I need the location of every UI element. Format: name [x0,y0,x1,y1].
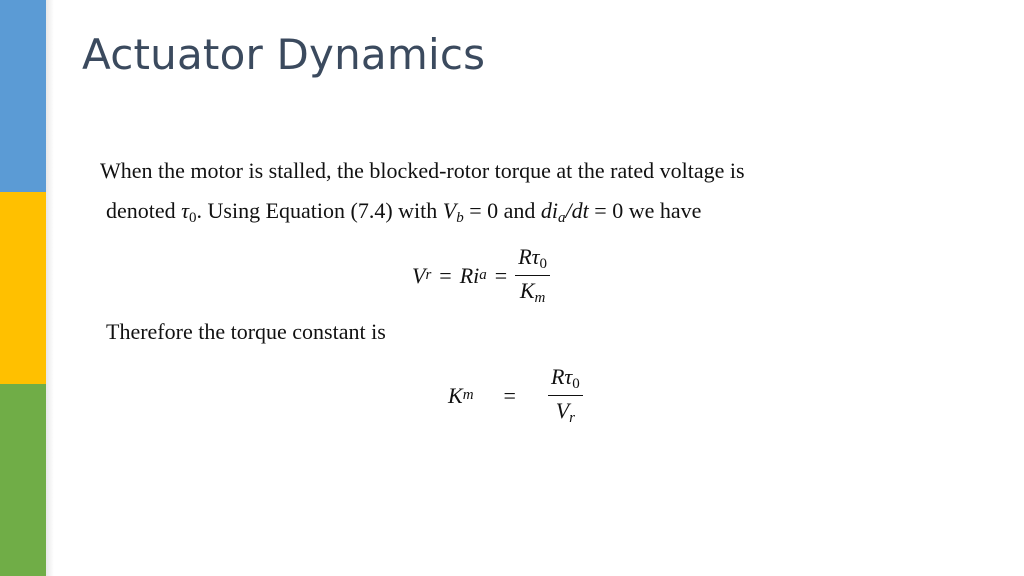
eq1-lhs: V [412,262,426,288]
symbol-tau-subscript: 0 [189,210,197,226]
eq1-equals-sign: = [439,262,452,288]
slide-title: Actuator Dynamics [82,30,486,79]
equation-torque-constant [448,364,587,427]
accent-bar-blue [0,0,46,192]
paragraph-2-text: Therefore the torque constant is [106,319,386,344]
eq1-second-equals-sign: = [494,262,508,288]
eq1-fraction [515,244,550,307]
symbol-tau: τ [181,198,190,223]
eq1-numerator [515,244,550,276]
symbol-di: di [540,198,559,223]
eq2-denominator-var: V [555,398,570,423]
symbol-v-subscript: b [456,210,464,226]
paragraph-torque-constant [106,319,386,345]
symbol-di-subscript: a [558,210,566,226]
text-using-equation: . Using Equation (7.4) with [196,198,443,223]
eq2-numerator-subscript: 0 [572,376,580,392]
text-denoted: denoted [106,198,182,223]
equation-stall-voltage [412,244,554,307]
paragraph-line-1 [100,158,745,184]
eq2-denominator-subscript: r [569,410,575,426]
eq1-numerator-subscript: 0 [539,256,548,272]
eq2-numerator-var: Rτ [550,364,573,389]
accent-bar-shadow [46,0,54,576]
eq1-denominator-var: K [519,278,535,303]
eq2-lhs: K [448,382,463,408]
text-equals-zero-and: = 0 and [463,198,541,223]
accent-bar-yellow [0,192,46,384]
symbol-v: V [442,198,457,223]
eq1-middle: Ri [459,262,480,288]
eq2-lhs-subscript: m [462,387,474,403]
eq1-lhs-subscript: r [425,267,432,283]
eq1-middle-subscript: a [479,267,487,283]
eq1-denominator-subscript: m [534,290,546,306]
paragraph-line-1-text: When the motor is stalled, the blocked-rotor torque at the rated voltage is [100,158,745,183]
accent-bar-green [0,384,46,576]
eq2-equals-sign: = [503,382,516,408]
eq1-denominator [517,276,549,307]
eq1-numerator-var: Rτ [518,244,540,269]
eq2-denominator [553,396,578,427]
symbol-dt: /dt [565,198,589,223]
eq2-numerator [548,364,583,396]
text-equals-zero-we-have: = 0 we have [588,198,702,223]
eq2-fraction [548,364,583,427]
paragraph-line-2 [106,198,701,227]
